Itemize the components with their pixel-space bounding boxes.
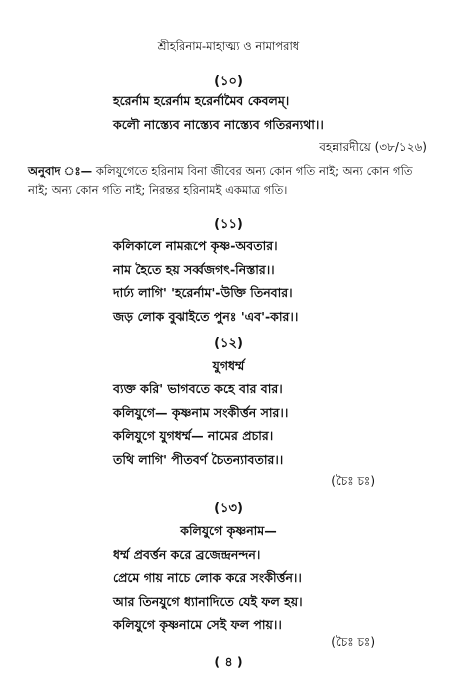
verse-line: কলিযুগে— কৃষ্ণনাম সংকীর্ত্তন সার।।	[113, 405, 289, 420]
verse-line: দার্ঢ্য লাগি' 'হরের্নাম'-উক্তি তিনবার।	[113, 285, 293, 300]
translation-paragraph	[28, 162, 433, 200]
verse-line: জড় লোক বুঝাইতে পুনঃ 'এব'-কার।।	[113, 309, 299, 324]
verse-line: কলৌ নাস্ত্যেব নাস্ত্যেব নাস্ত্যেব গতিরন্যথা।।	[113, 117, 324, 132]
section-number-10: (১০)	[214, 74, 243, 89]
translation-label: অনুবাদ ঃ—	[28, 164, 93, 178]
verse-source: (চৈঃ চঃ)	[331, 635, 375, 649]
section-number-12: (১২)	[214, 336, 243, 351]
verse-line: নাম হৈতে হয় সর্ব্বজগৎ-নিস্তার।।	[113, 262, 275, 277]
section-number-11: (১১)	[214, 217, 243, 232]
verse-line: তথি লাগি' পীতবর্ণ চৈতন্যাবতার।।	[113, 452, 284, 467]
verse-line: কলিযুগে কৃষ্ণনামে সেই ফল পায়।।	[113, 617, 282, 632]
section-number-13: (১৩)	[214, 501, 243, 516]
verse-line: ব্যক্ত করি' ভাগবতে কহে বার বার।	[113, 381, 283, 396]
verse-line: ধর্ম্ম প্রবর্ত্তন করে ব্রজেন্দ্রনন্দন।	[113, 547, 261, 562]
verse-line: কলিযুগে যুগধর্ম্ম— নামের প্রচার।	[113, 428, 274, 443]
verse-line: হরের্নাম হরের্নাম হরের্নামৈব কেবলম্।	[113, 93, 290, 108]
verse-line: আর তিনযুগে ধ্যানাদিতে যেই ফল হয়।	[113, 594, 303, 609]
page-number: ( ৪ )	[214, 654, 243, 669]
section-title: যুগধর্ম্ম	[212, 358, 245, 373]
verse-source: (চৈঃ চঃ)	[331, 474, 375, 488]
translation-text: কলিযুগেতে হরিনাম বিনা জীবের অন্য কোন গতি নাই; অন্য কোন গতি নাই; অন্য কোন গতি নাই; নিরন্তর হরিনামই একমাত্র গতি।	[28, 164, 413, 197]
verse-line: কলিকালে নামরূপে কৃষ্ণ-অবতার।	[113, 238, 278, 253]
verse-line: প্রেমে গায় নাচে লোক করে সংকীর্ত্তন।।	[113, 570, 302, 585]
running-header: শ্রীহরিনাম-মাহাত্ম্য ও নামাপরাধ	[157, 39, 300, 53]
section-title: কলিযুগে কৃষ্ণনাম—	[180, 523, 277, 538]
verse-source: বহন্নারদীয়ে (৩৮/১২৬)	[319, 140, 427, 154]
